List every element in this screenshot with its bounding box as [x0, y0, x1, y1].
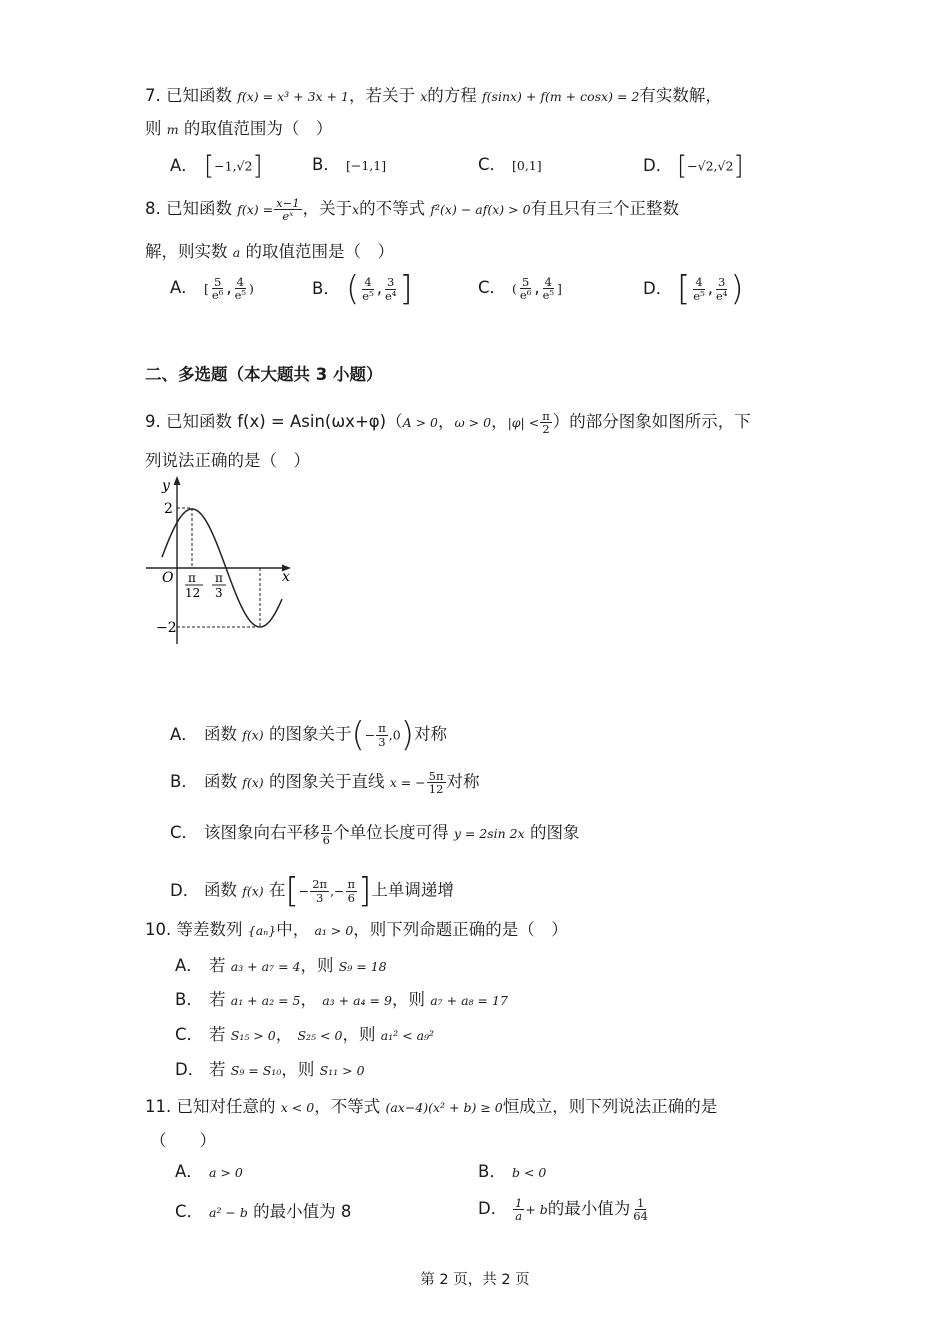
option-math: b < 0: [512, 1165, 547, 1180]
q8-line2-pre: 解，则实数: [145, 242, 228, 261]
option-text: 该图象向右平移: [204, 823, 320, 843]
option-func: f(x): [242, 775, 264, 791]
tick1-den: 12: [185, 586, 201, 600]
option-text: ，: [300, 990, 317, 1009]
q7-option-d[interactable]: D． [−√2,√2]: [643, 151, 744, 181]
q8-fraction: [274, 197, 301, 222]
frac-den: e⁵: [234, 288, 246, 303]
option-math: S₉ = 18: [338, 959, 387, 974]
option-bracket-right: ): [248, 281, 254, 297]
q8-frac-den: eˣ: [282, 209, 294, 224]
q11-option-b[interactable]: [478, 1164, 546, 1181]
q8-var-x: x: [352, 202, 360, 218]
frac-den: e⁵: [693, 288, 705, 303]
q7-function: f(x) = x³ + 3x + 1: [237, 89, 349, 104]
frac-num: 5π: [428, 769, 444, 783]
y-axis-arrow: [174, 476, 181, 485]
option-text: ，则: [391, 990, 425, 1009]
option-text-post: 对称: [446, 772, 480, 792]
option-math: S₁₅ > 0: [230, 1028, 276, 1043]
q8-var-a: a: [232, 245, 241, 260]
frac-num: 5: [213, 275, 222, 289]
option-text: 若: [209, 956, 226, 975]
option-text: ，则: [300, 956, 334, 975]
q7-line2-post: 的取值范围为（ ）: [183, 119, 333, 138]
frac-den: e⁴: [715, 288, 728, 303]
q7-line2: [145, 121, 332, 138]
option-text: ，: [275, 1025, 293, 1044]
q7-line2-pre: 则: [145, 119, 162, 138]
q8-option-d[interactable]: D． [ $\frac{4}{\text{e⁵}}$ , $\frac{3}{\text{e⁴}}$ ): [643, 269, 744, 309]
frac-den: e⁵: [362, 288, 374, 303]
option-label: B．: [478, 1162, 506, 1181]
q7-stem-text: 7. 已知函数: [145, 86, 232, 105]
frac-num: π: [378, 721, 386, 736]
q9-sep1: ，: [438, 412, 455, 432]
option-bracket-left: [: [677, 269, 691, 309]
option-text-post: 的图象: [529, 823, 580, 843]
option-bracket-right: ]: [556, 281, 562, 297]
option-value: [−1,1]: [346, 158, 387, 173]
option-label: D．: [643, 278, 673, 298]
option-text-mid: 在: [268, 880, 286, 900]
q9-sep2: ，: [491, 412, 508, 432]
option-math: a₃ + a₄ = 9: [322, 993, 392, 1008]
option-value: −√2,√2: [687, 158, 734, 174]
q8-option-c[interactable]: C． ( $\frac{5}{\text{e⁶}}$ , $\frac{4}{\text{e⁵}}$ ]: [478, 275, 562, 303]
option-label: C．: [170, 823, 199, 843]
q10-line1: [145, 922, 568, 939]
option-text: 若: [209, 1060, 226, 1079]
x-axis-label: x: [282, 569, 290, 585]
y-axis-label: y: [162, 478, 170, 494]
option-label: B．: [175, 990, 203, 1009]
frac-den: e⁶: [519, 288, 532, 303]
option-text: 函数: [204, 772, 237, 792]
option-label: A．: [170, 278, 198, 298]
frac-num: 3: [386, 275, 395, 290]
q11-line1: [145, 1099, 717, 1116]
frac-den: 2: [542, 422, 550, 437]
option-label: A．: [175, 956, 203, 975]
option-text-mid: 的图象关于直线: [268, 772, 385, 792]
q8-line2-post: 的取值范围是（ ）: [245, 242, 394, 261]
q10-sequence: {aₙ}: [247, 923, 277, 938]
option-text-post: 的最小值为 8: [253, 1202, 352, 1221]
q8-frac-num: x−1: [276, 196, 300, 210]
option-bracket-right: ): [730, 269, 744, 309]
q10-option-b[interactable]: [175, 992, 508, 1009]
q9-line2: 列说法正确的是（ ）: [145, 451, 310, 470]
option-label: B．: [312, 278, 340, 298]
option-bracket-right: ]: [399, 269, 413, 309]
option-label: B．: [312, 155, 340, 174]
q8-text-tail: 有且只有三个正整数: [530, 199, 680, 219]
option-value: [0,1]: [512, 158, 542, 173]
option-math: a₁ + a₂ = 5: [230, 993, 301, 1008]
q11-stem-text: 11. 已知对任意的: [145, 1097, 276, 1116]
q10-text-mid: 中，: [276, 920, 310, 939]
q8-stem-text: 8. 已知函数: [145, 199, 232, 219]
frac-den: a: [515, 1209, 523, 1224]
option-text-post: 对称: [413, 724, 447, 744]
q9-cond-phi: |φ| <: [507, 415, 540, 431]
page-footer: 第 2 页，共 2 页: [420, 1272, 530, 1288]
option-func: y = 2sin 2x: [453, 826, 525, 842]
option-text-mid: 个单位长度可得: [333, 823, 449, 843]
q7-text-mid1: ，若关于: [348, 86, 415, 105]
q10-stem-text: 10. 等差数列: [145, 920, 243, 939]
q11-inequality: (ax−4)(x² + b) ≥ 0: [385, 1100, 503, 1115]
option-text-post: 上单调递增: [371, 880, 454, 900]
option-math: a > 0: [209, 1165, 243, 1180]
q7-option-c[interactable]: [478, 157, 542, 174]
option-func: f(x): [242, 883, 264, 899]
tick2-num: π: [215, 571, 223, 585]
q9-text-tail: ）的部分图象如图所示，下: [552, 412, 751, 432]
frac-num: 4: [544, 275, 552, 289]
option-minus: −: [364, 727, 376, 743]
option-label: D．: [478, 1199, 508, 1219]
q9-option-b[interactable]: [170, 770, 480, 795]
tick2-den: 3: [215, 586, 223, 600]
frac-num: π: [347, 877, 356, 892]
option-label: D．: [170, 880, 200, 900]
option-text: 若: [209, 1025, 226, 1044]
option-label: B．: [170, 772, 198, 792]
frac-num: 5: [521, 275, 530, 289]
frac-den: 6: [322, 833, 330, 848]
option-label: C．: [175, 1202, 204, 1221]
frac-num: 4: [695, 275, 703, 290]
option-math: S₁₁ > 0: [319, 1063, 365, 1078]
section-heading: 二、多选题（本大题共 3 小题）: [145, 365, 383, 384]
option-math: a₁² < a₉²: [380, 1028, 435, 1043]
option-text: ，则: [342, 1025, 376, 1044]
q8-text-mid2: 的不等式: [359, 199, 426, 219]
option-math: a² − b: [209, 1205, 248, 1220]
q7-var-x: x: [420, 89, 428, 104]
frac-den: 6: [347, 890, 355, 905]
option-label: D．: [175, 1060, 205, 1079]
q7-equation: f(sinx) + f(m + cosx) = 2: [482, 89, 640, 104]
option-math: a₇ + a₈ = 17: [430, 993, 508, 1008]
q11-text-mid: ，不等式: [314, 1097, 381, 1116]
frac-den: 12: [428, 782, 444, 797]
option-xeq: x = −: [389, 775, 426, 791]
frac-den: 3: [378, 734, 386, 749]
option-label: A．: [175, 1162, 203, 1181]
q11-option-d[interactable]: [478, 1197, 651, 1222]
option-point-post: ,0: [388, 727, 401, 743]
q10-option-a[interactable]: [175, 958, 387, 975]
option-label: D．: [643, 155, 673, 175]
q11-cond: x < 0: [280, 1100, 315, 1115]
q7-text-tail: 有实数解，: [639, 86, 722, 105]
option-math: + b: [525, 1202, 548, 1218]
frac-num: 4: [364, 275, 372, 290]
frac-den: e⁴: [384, 288, 397, 303]
option-label: C．: [478, 278, 507, 298]
option-math: S₂₅ < 0: [297, 1028, 343, 1043]
option-text: 若: [209, 990, 226, 1009]
q7-line1: [145, 88, 722, 105]
q8-line2: [145, 244, 394, 261]
frac-den: 3: [315, 890, 324, 905]
q8-option-a[interactable]: A． [ $\frac{5}{\text{e⁶}}$ , $\frac{4}{\text{e⁵}}$ ): [170, 275, 254, 303]
frac-num: 4: [236, 275, 244, 289]
option-text-post: 的最小值为: [547, 1199, 631, 1219]
q8-function: f(x) =: [237, 202, 274, 218]
option-bracket-left: [: [204, 281, 209, 297]
frac-num: π: [322, 820, 331, 834]
option-label: A．: [170, 155, 198, 175]
q11-line2: （ ）: [150, 1131, 216, 1150]
q9-stem-text: 9. 已知函数 f(x) = Asin(ωx+φ)（: [145, 412, 403, 432]
q7-option-b[interactable]: [312, 157, 386, 174]
frac-den: e⁵: [542, 288, 554, 303]
frac-den: 64: [633, 1209, 648, 1224]
q9-cond-omega: ω > 0: [454, 415, 492, 431]
sine-graph: [140, 472, 300, 650]
option-text: 函数: [204, 724, 237, 744]
q7-text-mid2: 的方程: [427, 86, 477, 105]
q8-text-mid1: ，关于: [302, 199, 353, 219]
frac-num: π: [542, 409, 550, 423]
q10-option-c[interactable]: [175, 1027, 434, 1044]
option-label: C．: [478, 155, 507, 174]
q8-option-b[interactable]: B． ( $\frac{4}{\text{e⁵}}$ , $\frac{3}{\text{e⁴}}$ ]: [312, 269, 413, 309]
q9-option-d[interactable]: D． 函数 f(x) 在[− $\frac{2\pi}{3}$ ,− $\frac{\pi}{6}$ ]上单调递增: [170, 871, 454, 911]
q7-option-a[interactable]: A． [−1,√2]: [170, 151, 263, 181]
q9-option-a[interactable]: A． 函数 f(x) 的图象关于(− $\frac{\pi}{3}$ ,0)对称: [170, 715, 447, 755]
q10-text-tail: ，则下列命题正确的是（ ）: [353, 920, 568, 939]
option-text: 函数: [204, 880, 237, 900]
q10-option-d[interactable]: [175, 1062, 365, 1079]
option-label: A．: [170, 724, 198, 744]
option-label: C．: [175, 1025, 204, 1044]
y-max-label: 2: [164, 501, 173, 517]
frac-num: 1: [636, 1196, 645, 1210]
q11-option-c[interactable]: [175, 1204, 351, 1221]
option-bracket-left: (: [346, 269, 360, 309]
q7-var-m: m: [166, 122, 179, 137]
q8-inequality: f²(x) − af(x) > 0: [430, 202, 531, 218]
option-math: S₉ = S₁₀: [230, 1063, 282, 1078]
q11-text-tail: 恒成立，则下列说法正确的是: [502, 1097, 718, 1116]
y-min-label: −2: [156, 620, 177, 636]
q9-option-c[interactable]: [170, 821, 579, 846]
option-value: −1,√2: [214, 158, 253, 174]
tick1-num: π: [188, 571, 196, 585]
frac-den: e⁶: [211, 288, 224, 303]
q8-line1: [145, 197, 679, 222]
option-math: a₃ + a₇ = 4: [230, 959, 301, 974]
origin-label: O: [162, 570, 174, 586]
option-bracket-left: (: [512, 281, 517, 297]
frac-num: 3: [717, 275, 726, 290]
option-text: ，则: [281, 1060, 315, 1079]
q9-line1: [145, 410, 751, 435]
frac-num: 2π: [312, 877, 328, 892]
frac-num: 1: [515, 1196, 523, 1210]
q10-cond: a₁ > 0: [314, 923, 354, 938]
q11-option-a[interactable]: [175, 1164, 243, 1181]
option-text-mid: 的图象关于: [268, 724, 352, 744]
q9-cond-a: A > 0: [402, 415, 438, 431]
option-func: f(x): [242, 727, 264, 743]
